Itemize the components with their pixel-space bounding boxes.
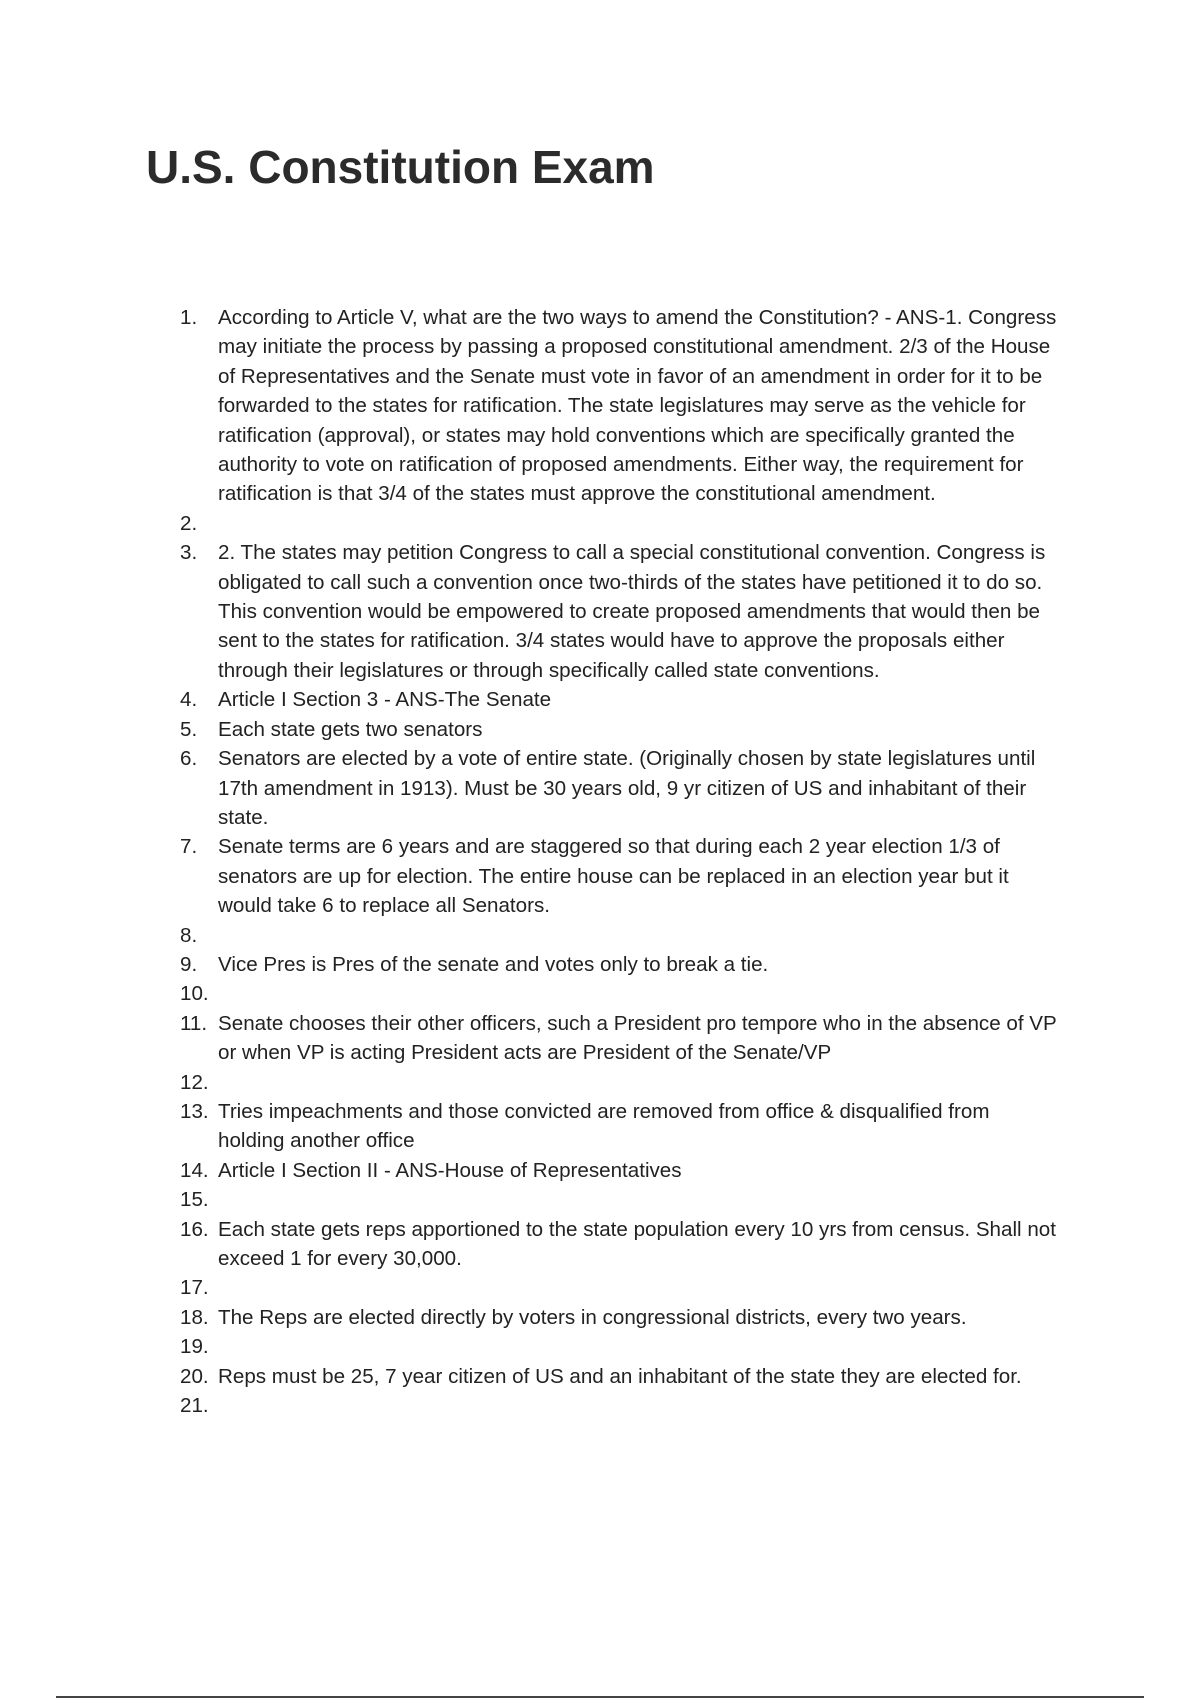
item-number: 13. xyxy=(180,1099,209,1123)
list-item xyxy=(180,1009,1060,1068)
item-text: According to Article V, what are the two ways to amend the Constitution? - ANS-1. Congress may initiate the process by passing a proposed constitutional amendment. 2/3 of the House of Representatives and the Senate must vote in favor of an amendment in order for it to be forwarded to the states for ratification. The state legislatures may serve as the vehicle for ratification (approval), or states may hold conventions which are specifically granted the authority to vote on ratification of proposed amendments. Either way, the requirement for ratification is that 3/4 of the states must approve the constitutional amendment. xyxy=(218,306,1057,506)
list-item xyxy=(180,1068,1060,1097)
item-text: Tries impeachments and those convicted are removed from office & disqualified from holding another office xyxy=(218,1099,990,1153)
list-item xyxy=(180,921,1060,950)
list-item xyxy=(180,950,1060,979)
list-item xyxy=(180,832,1060,920)
list-item xyxy=(180,744,1060,832)
item-text: Each state gets reps apportioned to the state population every 10 yrs from census. Shall not exceed 1 for every 30,000. xyxy=(218,1217,1056,1270)
item-number: 16. xyxy=(180,1217,209,1241)
list-item xyxy=(180,1303,1060,1332)
item-number: 6. xyxy=(180,747,198,771)
list-item xyxy=(180,303,1060,509)
list-item xyxy=(180,1185,1060,1214)
item-number: 4. xyxy=(180,688,198,712)
item-text: Vice Pres is Pres of the senate and votes only to break a tie. xyxy=(218,952,769,976)
list-item xyxy=(180,509,1060,538)
list-item xyxy=(180,715,1060,744)
list-item xyxy=(180,979,1060,1008)
item-number: 7. xyxy=(180,835,198,859)
item-text: Article I Section II - ANS-House of Representatives xyxy=(218,1158,682,1182)
item-text: The Reps are elected directly by voters in congressional districts, every two years. xyxy=(218,1305,967,1329)
list-item xyxy=(180,1156,1060,1185)
item-text: Senate chooses their other officers, such a President pro tempore who in the absence of VP or when VP is acting President acts are President of the Senate/VP xyxy=(218,1011,1057,1065)
item-text: Senate terms are 6 years and are staggered so that during each 2 year election 1/3 of senators are up for election. The entire house can be replaced in an election year but it would take 6 to replace all Senators. xyxy=(218,835,1009,918)
page-bottom-divider xyxy=(56,1696,1144,1698)
item-text: 2. The states may petition Congress to call a special constitutional convention. Congress is obligated to call such a convention once two-thirds of the states have petitioned it to do so. This convention would be empowered to create proposed amendments that would then be sent to the states for ratification. 3/4 states would have to approve the proposals either through their legislatures or through specifically called state conventions. xyxy=(218,541,1046,682)
item-number: 3. xyxy=(180,541,198,565)
list-item xyxy=(180,1097,1060,1156)
item-number: 2. xyxy=(180,511,198,535)
item-text: Senators are elected by a vote of entire state. (Originally chosen by state legislatures until 17th amendment in 1913). Must be 30 years old, 9 yr citizen of US and inhabitant of their state. xyxy=(218,747,1036,829)
list-item xyxy=(180,685,1060,714)
list-item xyxy=(180,1273,1060,1302)
item-text: Reps must be 25, 7 year citizen of US and an inhabitant of the state they are elected for. xyxy=(218,1364,1022,1388)
list-item xyxy=(180,1215,1060,1274)
item-number: 19. xyxy=(180,1335,209,1359)
list-item xyxy=(180,1332,1060,1361)
item-number: 21. xyxy=(180,1394,209,1418)
page-title: U.S. Constitution Exam xyxy=(146,141,655,193)
item-number: 18. xyxy=(180,1305,209,1329)
item-number: 8. xyxy=(180,923,198,947)
list-item xyxy=(180,1362,1060,1391)
item-number: 5. xyxy=(180,717,198,741)
item-number: 17. xyxy=(180,1276,209,1300)
item-number: 20. xyxy=(180,1364,209,1388)
list-item xyxy=(180,1391,1060,1420)
item-number: 10. xyxy=(180,982,209,1006)
item-number: 9. xyxy=(180,952,198,976)
item-number: 14. xyxy=(180,1158,209,1182)
question-list xyxy=(180,303,1060,1420)
list-item xyxy=(180,538,1060,685)
item-number: 1. xyxy=(180,306,198,329)
item-text: Each state gets two senators xyxy=(218,717,483,741)
item-number: 11. xyxy=(180,1011,208,1035)
item-number: 12. xyxy=(180,1070,209,1094)
item-number: 15. xyxy=(180,1188,209,1212)
item-text: Article I Section 3 - ANS-The Senate xyxy=(218,688,552,712)
